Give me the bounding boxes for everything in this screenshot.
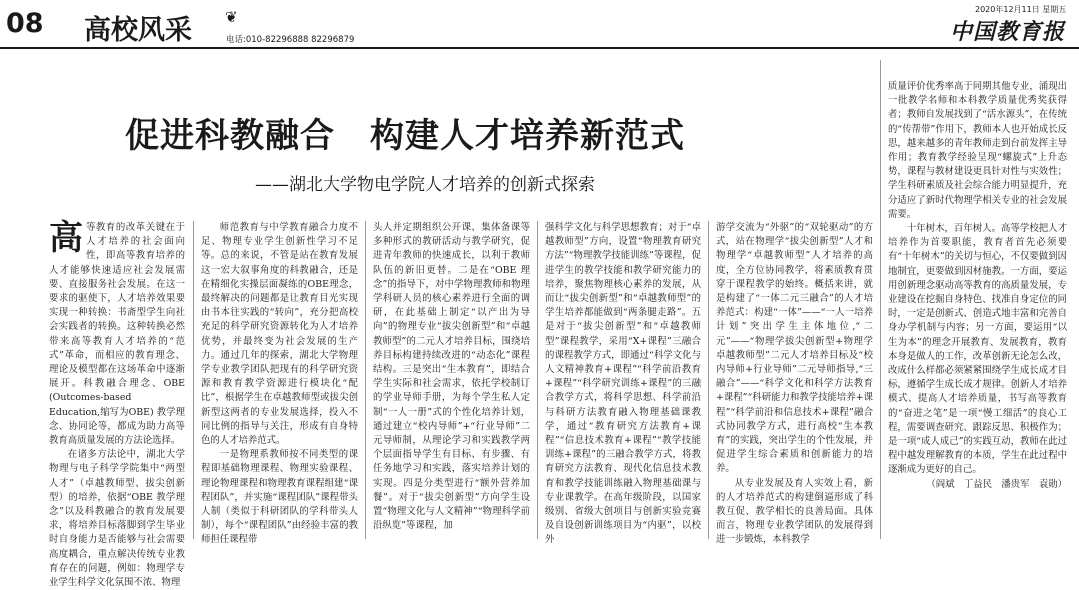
section-title: 高校风采 — [84, 15, 192, 46]
author-byline: （阎斌 丁益民 潘贵军 袁勋） — [926, 478, 1067, 490]
paragraph: 游学交流为“外驱”的“双轮驱动”的方式，站在物理学“拔尖创新型”人才和物理学“卓越教师型”人才培养的高度，全方位协同教学，将素质教育贯穿于课程教学的始终。概括来讲，就是构建了“一体二元三融合”的人才培养范式：构建“一体”——“一人一培养计划”突出学生主体地位,“二元”——“物理学拔尖创新型+物理学卓越教师型”二元人才培养目标及“校内导师+行业导师”二元导师指导,“三融合”——“科学文化和科学方法教育+课程”“科研能力和教学技能培养+课程”“科学前沿和信息技术+课程”融合式协同教学方式，进行高校“生本教育”的实践，突出学生的个性发展，并促进学生综合素质和创新能力的培养。 — [716, 222, 873, 475]
dropcap: 高 — [49, 218, 83, 258]
article-column-5 — [716, 221, 873, 546]
paragraph: 质量评价优秀率高于同期其他专业，涌现出一批教学名师和本科教学质量优秀奖获得者；教师自发展找到了“活水源头”，在传统的“传帮带”作用下，教师本人也开始成长反思，越来越多的青年教师走到台前发挥主导作用；教育教学经验呈现“螺旋式”上升态势，课程与教材建设更具针对性与实效性；学生科研素质及社会综合能力明显提升，充分适应了新时代物理学相关专业的社会发展需要。 — [888, 81, 1067, 220]
article-column-1 — [49, 218, 185, 589]
paragraph-text: 等教育的改革关键在于人才培养的社会面向性，即高等教育培养的人才能够快速适应社会发展需要、直接服务社会发展。在这一要求的驱使下，人才培养效果要实现一种转换：书斋型学生向社会实践者的转换。这种转换必然带来高等教育人才培养的“范式”革命，而相应的教育理念、理论及模型都在这场革命中逐渐展开。科教融合理念、OBE (Outcomes-based Education,缩写为OBE) 教学理念、协同论等，都成为助力高等教育高质量发展的方法论选择。 — [49, 222, 185, 447]
paragraph: 强科学文化与科学思想教育；对于“卓越教师型”方向，设置“物理教育研究方法”“物理教学技能训练”等课程，促进学生的教学技能和教学研究能力的培养，聚焦物理核心素养的发展，从而让“拔尖创新型”和“卓越教师型”的学生培养都能做到“两条腿走路”。五是对于“拔尖创新型”和“卓越教师型”课程教学，采用“X+课程”三融合的课程教学方式，即通过“科学文化与人文精神教育+课程”“科学前沿教育+课程”“科学研究训练+课程”的三融合教学方式，将科学思想、科学前沿与科研方法教育融入物理基础课教学，通过“教育研究方法教育+课程”“信息技术教育+课程”“教学技能训练+课程”的三融合教学方式，将教育研究方法教育、现代化信息技术教育和教学技能训练融入物理基础课与专业课教学。在高年级阶段，以国家级别、省级大创项目与创新实验竞赛及自设创新训练项目为“内驱”，以校外 — [545, 222, 701, 546]
newspaper-masthead: 中国教育报 — [950, 19, 1066, 45]
paragraph: 在诸多方法论中，湖北大学物理与电子科学学院集中“两型人才”（卓越教师型、拔尖创新型）的培养，依据“OBE 教学理念”以及科教融合的教育发展要求，将培养目标落脚到学生毕业时自身能力是否能够与社会需要高度耦合，重点解决传统专业教育存在的问题，例如：物理学专业学生科学文化氛围不浓、物理 — [49, 449, 185, 589]
column-divider — [708, 221, 709, 539]
contact-phone: 电话:010-82296888 82296879 — [226, 35, 355, 45]
leaf-icon: ❦ — [225, 8, 238, 26]
article-column-6 — [888, 80, 1067, 539]
paragraph: 师范教育与中学教育融合力度不足、物理专业学生创新性学习不足等。总的来说，不管是站在教育发展这一宏大叙事角度的科教融合，还是在精细化实操层面凝练的OBE理念，最终解决的问题都是让教育目光实现由书本往实践的“转向”，充分把高校充足的科学研究资源转化为人才培养优势，并最终变为社会发展的生产力。通过几年的探索，湖北大学物理学专业教学团队把现有的科学研究资源和教育教学资源进行模块化“配比”，根据学生在卓越教师型或拔尖创新型这两者的专业发展选择，投入不同比例的指导与关注，形成有自身特色的人才培养范式。 — [201, 222, 358, 447]
column-divider — [880, 60, 881, 539]
article-column-2 — [201, 221, 358, 546]
paragraph — [49, 218, 185, 448]
article-headline: 促进科教融合 构建人才培养新范式 — [125, 116, 685, 156]
page-header — [0, 0, 1079, 48]
column-divider — [537, 221, 538, 539]
issue-date: 2020年12月11日 星期五 — [975, 5, 1067, 14]
column-divider — [193, 221, 194, 539]
article-subheadline: ——湖北大学物电学院人才培养的创新式探索 — [255, 175, 595, 195]
article-column-3 — [373, 221, 530, 539]
page-number: 08 — [6, 8, 44, 39]
column-divider — [365, 221, 366, 539]
article-column-4 — [545, 221, 701, 546]
paragraph: 一是物理系教师按不同类型的课程即基础物理课程、物理实验课程、理论物理课程和物理教育课程组建“课程团队”，并实施“课程团队”课程带头人制（类似于科研团队的学科带头人制），每个“课程团队”由经验丰富的教师担任课程带 — [201, 449, 358, 546]
paragraph: 十年树木，百年树人。高等学校把人才培养作为首要职能，教育者首先必须要有“十年树木”的关切与恒心，不仅要做到因地制宜，更要做到因材施教。一方面，要运用创新理念驱动高等教育的高质量发展，专业建设在挖掘自身特色、找准自身定位的同时，一定是创新式、创造式地丰富和完善自身办学机制与内容；另一方面，要运用“以生为本”的理念开展教育、发展教育，教育本身是做人的工作，改革创新无论怎么改，改成什么样都必须紧紧围绕学生成长成才目标，遵循学生成长成才规律。创新人才培养模式、提高人才培养质量，书写高等教育的“奋进之笔”是一项“慢工细活”的良心工程，需要调查研究、跟踪反思、积极作为；是一项“成人成己”的实践互动，教师在此过程中越发理解教育的本质，学生在此过程中逐渐成为更好的自己。 — [888, 223, 1067, 476]
paragraph: 从专业发展及育人实效上看，新的人才培养范式的构建倒逼形成了科教互促、教学相长的良善局面。具体而言，物理专业教学团队的发展得到进一步锻炼，本科教学 — [716, 477, 873, 546]
header-rule — [0, 47, 1079, 49]
paragraph: 头人并定期组织公开课、集体备课等多种形式的教研活动与教学研究，促进青年教师的快速成长，以利于教师队伍的新旧更替。二是在“OBE 理念”的指导下，对中学物理教师和物理学科研人员的核心素养进行全面的调研，在此基础上制定“以产出为导向”的物理专业“拔尖创新型”和“卓越教师型”的二元人才培养目标，围绕培养目标构建持续改进的“动态化”课程结构。三是突出“生本教育”，即结合学生实际和社会需求，依托学校制订的学业导师手册，为每个学生私人定制“一人一册”式的个性化培养计划，通过建立“校内导师”+“行业导师”二元导师制，从理论学习和实践教学两个层面指导学生有目标、有步骤、有任务地学习和实践，落实培养计划的实现。四是分类型进行“额外营养加餐”。对于“拔尖创新型”方向学生设置“物理文化与人文精神”“物理科学前沿纵览”等课程，加 — [373, 222, 530, 532]
